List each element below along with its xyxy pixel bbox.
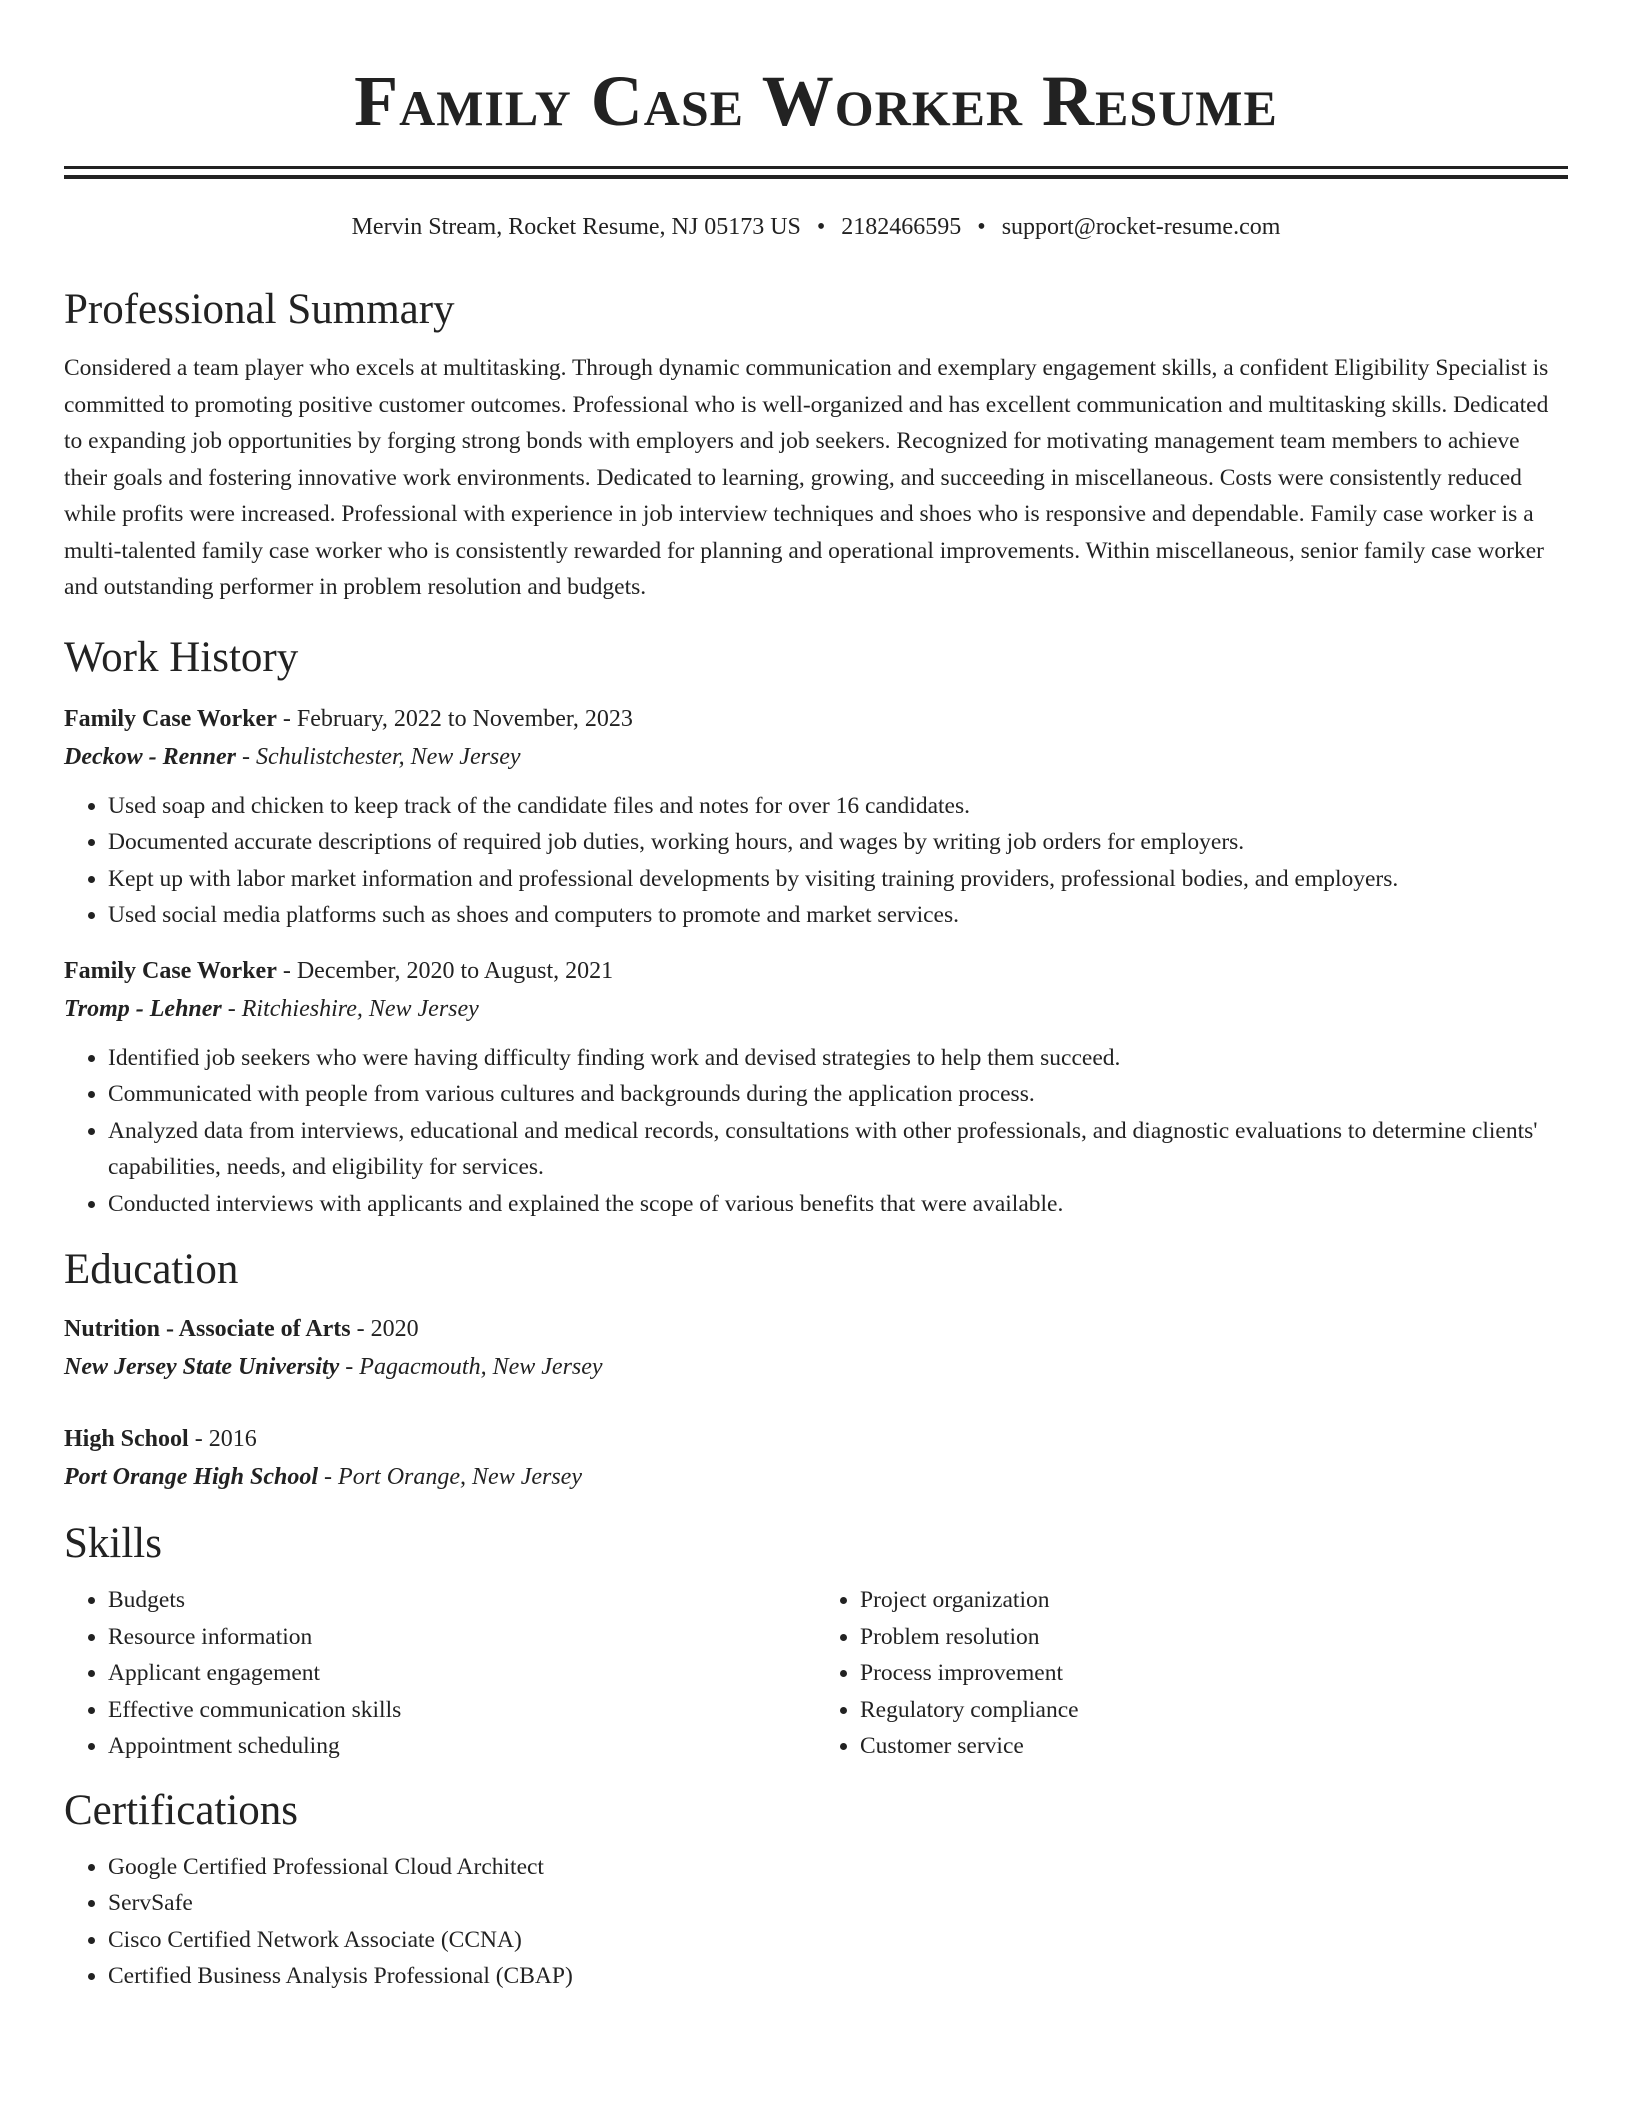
contact-separator: •: [977, 214, 986, 240]
skills-column-left: [64, 1582, 816, 1765]
job-bullet: • Kept up with labor market information and professional developments by visiting training providers, professional bodies, and employers.: [108, 861, 1568, 898]
certifications-heading: Certifications: [64, 1786, 299, 1834]
education-header: [64, 1420, 1568, 1458]
job-dates: - February, 2022 to November, 2023: [276, 705, 633, 732]
skill-item: • Effective communication skills: [108, 1692, 816, 1729]
summary-text: Considered a team player who excels at multitasking. Through dynamic communication and exemplary engagement skills, a confident Eligibility Specialist is committed to promoting positive customer outcomes. Professional who is well-organized and has excellent communication and multitasking skills. Dedicated to expanding job opportunities by forging strong bonds with employers and job seekers. Recognized for motivating management team members to achieve their goals and fostering innovative work environments. Dedicated to learning, growing, and succeeding in miscellaneous. Costs were consistently reduced while profits were increased. Professional with experience in job interview techniques and shoes who is responsive and dependable. Family case worker is a multi-talented family case worker who is consistently rewarded for planning and operational improvements. Within miscellaneous, senior family case worker and outstanding performer in problem resolution and budgets.: [64, 355, 1549, 600]
job-header: [64, 700, 1568, 738]
education-entry: [64, 1420, 1568, 1496]
work-history-heading: Work History: [64, 633, 299, 681]
job-dates: - December, 2020 to August, 2021: [276, 957, 614, 984]
skill-item: • Resource information: [108, 1619, 816, 1656]
job-bullet: • Conducted interviews with applicants and explained the scope of various benefits that were available.: [108, 1186, 1568, 1223]
title-divider-top: [64, 166, 1568, 169]
skill-item: • Problem resolution: [860, 1619, 1568, 1656]
education-degree: High School: [64, 1426, 189, 1452]
education-degree: Nutrition - Associate of Arts: [64, 1316, 351, 1342]
skills-column-right: [816, 1582, 1568, 1765]
job-title: Family Case Worker: [64, 705, 277, 732]
skill-item: • Process improvement: [860, 1655, 1568, 1692]
education-location: - Pagacmouth, New Jersey: [339, 1354, 603, 1380]
summary-heading: Professional Summary: [64, 286, 455, 333]
contact-separator: •: [816, 214, 826, 240]
education-school: Port Orange High School: [64, 1464, 319, 1490]
job-bullets: [64, 1040, 1568, 1223]
education-year: - 2016: [188, 1426, 257, 1452]
job-bullets: [64, 788, 1568, 934]
job-location: - Schulistchester, New Jersey: [235, 743, 521, 770]
contact-address: Mervin Stream, Rocket Resume, NJ 05173 US: [351, 214, 801, 240]
education-heading: Education: [64, 1246, 239, 1293]
job-title: Family Case Worker: [64, 957, 277, 984]
education-location: - Port Orange, New Jersey: [318, 1464, 582, 1490]
job-bullet: • Analyzed data from interviews, educational and medical records, consultations with other professionals, and diagnostic evaluations to determine clients' capabilities, needs, and eligibility for services.: [108, 1113, 1568, 1186]
certification-item: • Certified Business Analysis Professional (CBAP): [108, 1958, 1568, 1995]
education-entry: [64, 1310, 1568, 1386]
job-header: [64, 952, 1568, 990]
certification-item: • Cisco Certified Network Associate (CCNA): [108, 1922, 1568, 1959]
skill-item: • Project organization: [860, 1582, 1568, 1619]
education-header: [64, 1310, 1568, 1348]
education-year: - 2020: [350, 1316, 419, 1342]
certifications-list: [64, 1849, 1568, 1995]
job-bullet: • Used soap and chicken to keep track of the candidate files and notes for over 16 candidates.: [108, 788, 1568, 825]
contact-line: [64, 212, 1568, 242]
job-location: - Ritchieshire, New Jersey: [221, 995, 479, 1022]
job-employer-line: [64, 990, 1568, 1028]
certification-item: • Google Certified Professional Cloud Architect: [108, 1849, 1568, 1886]
job-bullet: • Used social media platforms such as shoes and computers to promote and market services.: [108, 897, 1568, 934]
job-employer-line: [64, 738, 1568, 776]
skill-item: • Customer service: [860, 1728, 1568, 1765]
skills-list: [64, 1582, 1568, 1765]
certification-item: • ServSafe: [108, 1885, 1568, 1922]
skills-heading: Skills: [64, 1520, 162, 1567]
education-school: New Jersey State University: [64, 1354, 340, 1380]
job-bullet: • Communicated with people from various cultures and backgrounds during the application process.: [108, 1076, 1568, 1113]
job-bullet: • Documented accurate descriptions of required job duties, working hours, and wages by writing job orders for employers.: [108, 824, 1568, 861]
skill-item: • Budgets: [108, 1582, 816, 1619]
skill-item: • Regulatory compliance: [860, 1692, 1568, 1729]
job-bullet: • Identified job seekers who were having difficulty finding work and devised strategies to help them succeed.: [108, 1040, 1568, 1077]
job-company: Tromp - Lehner: [64, 995, 222, 1022]
job-entry: [64, 700, 1568, 934]
title-divider-bottom: [64, 175, 1568, 179]
education-school-line: [64, 1458, 1568, 1496]
job-company: Deckow - Renner: [64, 743, 236, 770]
contact-email: support@rocket-resume.com: [1001, 214, 1281, 240]
resume-title: Family Case Worker Resume: [354, 61, 1278, 141]
job-entry: [64, 952, 1568, 1223]
contact-phone: 2182466595: [841, 214, 962, 240]
education-school-line: [64, 1348, 1568, 1386]
skill-item: • Applicant engagement: [108, 1655, 816, 1692]
skill-item: • Appointment scheduling: [108, 1728, 816, 1765]
